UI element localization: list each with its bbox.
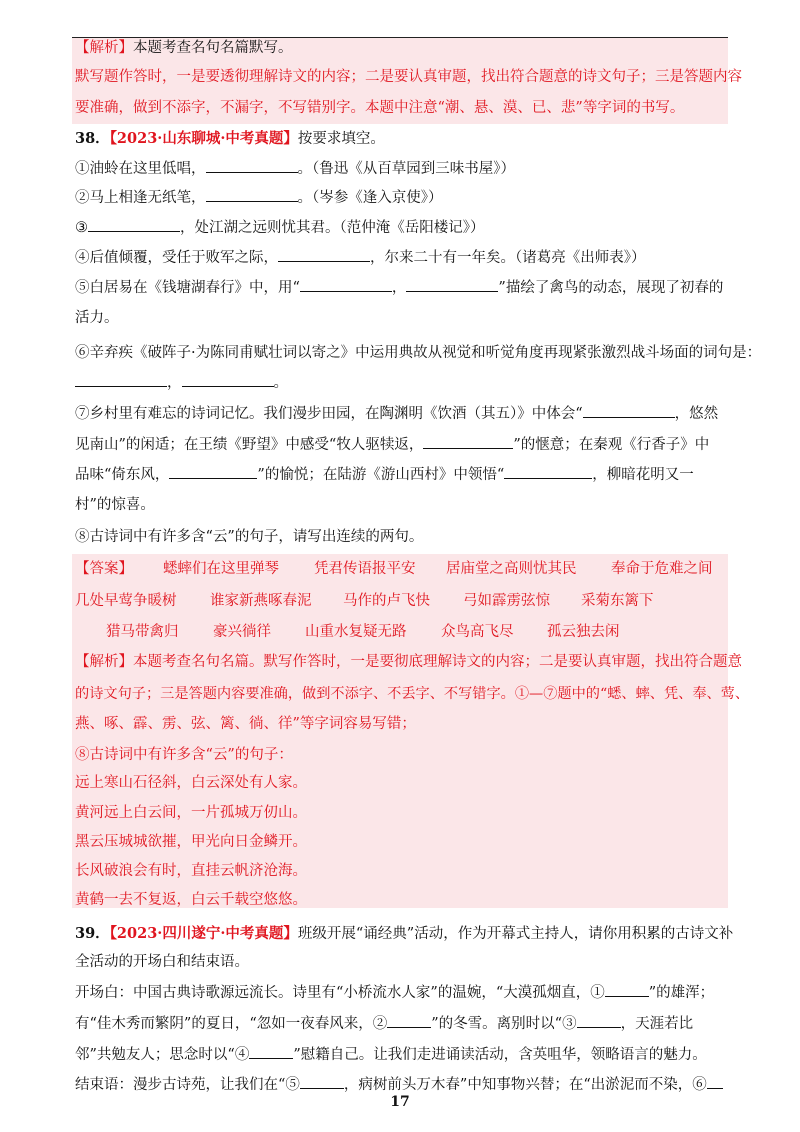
- fill-blank[interactable]: [577, 1012, 621, 1028]
- question-source: 【2023·四川遂宁·中考真题】: [109, 925, 298, 942]
- q39-opening-line-3: 邻”共勉友人；思念时以“④ ”慰籍自己。让我们走进诵读活动，含英咀华，领略语言的魅力。: [75, 1043, 707, 1067]
- answer-item: 山重水复疑无路: [305, 624, 407, 640]
- fill-blank[interactable]: [387, 1012, 431, 1028]
- analysis-label: 【解析】: [75, 40, 133, 56]
- q39-opening-line-1: 开场白：中国古典诗歌源远流长。诗里有“小桥流水人家”的温婉，“大漠孤烟直，① ”的雄浑；: [75, 981, 714, 1005]
- q39-opening-line-2: 有“佳木秀而繁阴”的夏日，“忽如一夜春风来，② ”的冬雪。离别时以“③ ，天涯若比: [75, 1012, 693, 1036]
- q38-item-6-blanks: ， 。: [75, 371, 288, 395]
- fill-blank[interactable]: [583, 402, 675, 418]
- answer-item: 豪兴徜徉: [213, 624, 271, 640]
- example-line: 黑云压城城欲摧，甲光向日金鳞开。: [75, 834, 307, 850]
- q38-item-3: ③ ，处江湖之远则忧其君。（范仲淹《岳阳楼记》）: [75, 216, 485, 240]
- answer-item: 谁家新燕啄春泥: [210, 593, 312, 609]
- analysis-top-line-2: 默写题作答时，一是要透彻理解诗文的内容；二是要认真审题，找出符合题意的诗文句子；三是答题内容: [75, 69, 742, 85]
- fill-blank[interactable]: [249, 1043, 293, 1059]
- q38-item-7-line-4: 村”的惊喜。: [75, 497, 155, 513]
- q38-item-1: ①油蛉在这里低唱， 。（鲁迅《从百草园到三味书屋》）: [75, 157, 515, 181]
- q38-item-6: ⑥辛弃疾《破阵子·为陈同甫赋壮词以寄之》中运用典故从视觉和听觉角度再现紧张激烈战斗场面的词句是：: [75, 345, 762, 361]
- q38-item-5: ⑤白居易在《钱塘湖春行》中，用“ ， ”描绘了禽鸟的动态，展现了初春的: [75, 276, 723, 300]
- fill-blank[interactable]: [707, 1073, 723, 1089]
- fill-blank[interactable]: [206, 157, 298, 173]
- answer-item: 众鸟高飞尽: [441, 624, 514, 640]
- q38-item-8: ⑧古诗词中有许多含“云”的句子，请写出连续的两句。: [75, 529, 424, 545]
- answer-item: 居庙堂之高则忧其民: [446, 561, 577, 577]
- question-38-header: 38．【2023·山东聊城·中考真题】按要求填空。: [75, 130, 385, 147]
- fill-blank[interactable]: [406, 276, 498, 292]
- answer-item: 孤云独去闲: [547, 624, 620, 640]
- example-line: 黄鹤一去不复返，白云千载空悠悠。: [75, 892, 307, 908]
- fill-blank[interactable]: [278, 246, 370, 262]
- fill-blank[interactable]: [605, 981, 649, 997]
- example-line: 黄河远上白云间，一片孤城万仞山。: [75, 805, 307, 821]
- fill-blank[interactable]: [182, 371, 274, 387]
- analysis-2-line-4: ⑧古诗词中有许多含“云”的句子：: [75, 747, 293, 763]
- example-line: 远上寒山石径斜，白云深处有人家。: [75, 775, 307, 791]
- fill-blank[interactable]: [504, 463, 592, 479]
- answer-item: 采菊东篱下: [581, 593, 654, 609]
- question-39-stem-cont: 全活动的开场白和结束语。: [75, 954, 249, 970]
- analysis-top-line-1: 【解析】本题考查名句名篇默写。: [75, 40, 293, 56]
- answer-item: 猎马带禽归: [106, 624, 179, 640]
- q39-closing-line-1: 结束语：漫步古诗苑，让我们在“⑤ ，病树前头万木春”中知事物兴替；在“出淤泥而不染，⑥: [75, 1073, 723, 1097]
- answer-item: 马作的卢飞快: [343, 593, 430, 609]
- question-source: 【2023·山东聊城·中考真题】: [109, 130, 298, 147]
- fill-blank[interactable]: [300, 1073, 344, 1089]
- analysis-label: 【解析】: [75, 654, 133, 670]
- answer-item: 几处早莺争暖树: [75, 593, 177, 609]
- fill-blank[interactable]: [88, 216, 180, 232]
- fill-blank[interactable]: [423, 433, 513, 449]
- question-39-header: 39．【2023·四川遂宁·中考真题】班级开展“诵经典”活动，作为开幕式主持人，请你用积累的古诗文补: [75, 925, 734, 942]
- analysis-top-line-3: 要准确，做到不添字，不漏字，不写错别字。本题中注意“潮、悬、漠、已、悲”等字词的书写。: [75, 100, 685, 116]
- analysis-2-line-3: 燕、啄、霹、雳、弦、篱、徜、徉”等字词容易写错；: [75, 716, 416, 732]
- analysis-2-line-2: 的诗文句子；三是答题内容要准确，做到不添字、不丢字、不写错字。①—⑦题中的“蟋、蟀、凭、奉、莺、: [75, 686, 750, 702]
- fill-blank[interactable]: [75, 371, 167, 387]
- q38-item-5-cont: 活力。: [75, 310, 119, 326]
- q38-item-7-line-3: 品味“倚东风， ”的愉悦；在陆游《游山西村》中领悟“ ，柳暗花明又一: [75, 463, 694, 487]
- q38-item-2: ②马上相逢无纸笔， 。（岑参《逢入京使》）: [75, 186, 443, 210]
- q38-item-4: ④后值倾覆，受任于败军之际， ，尔来二十有一年矣。（诸葛亮《出师表》）: [75, 246, 646, 270]
- answer-label: 【答案】: [75, 561, 133, 577]
- fill-blank[interactable]: [169, 463, 257, 479]
- fill-blank[interactable]: [300, 276, 392, 292]
- page-number: 17: [390, 1094, 410, 1110]
- answer-item: 凭君传语报平安: [314, 561, 416, 577]
- fill-blank[interactable]: [206, 186, 298, 202]
- example-line: 长风破浪会有时，直挂云帆济沧海。: [75, 863, 307, 879]
- q38-item-7-line-2: 见南山”的闲适；在王绩《野望》中感受“牧人驱犊返， ”的惬意；在秦观《行香子》中: [75, 433, 709, 457]
- answer-item: 奉命于危难之间: [611, 561, 713, 577]
- answer-item: 弓如霹雳弦惊: [463, 593, 550, 609]
- q38-item-7: ⑦乡村里有难忘的诗词记忆。我们漫步田园，在陶渊明《饮酒（其五）》中体会“ ，悠然: [75, 402, 718, 426]
- analysis-2-line-1: 【解析】本题考查名句名篇。默写作答时，一是要彻底理解诗文的内容；二是要认真审题，找出符合题意: [75, 654, 742, 670]
- answer-item: 蟋蟀们在这里弹琴: [163, 561, 279, 577]
